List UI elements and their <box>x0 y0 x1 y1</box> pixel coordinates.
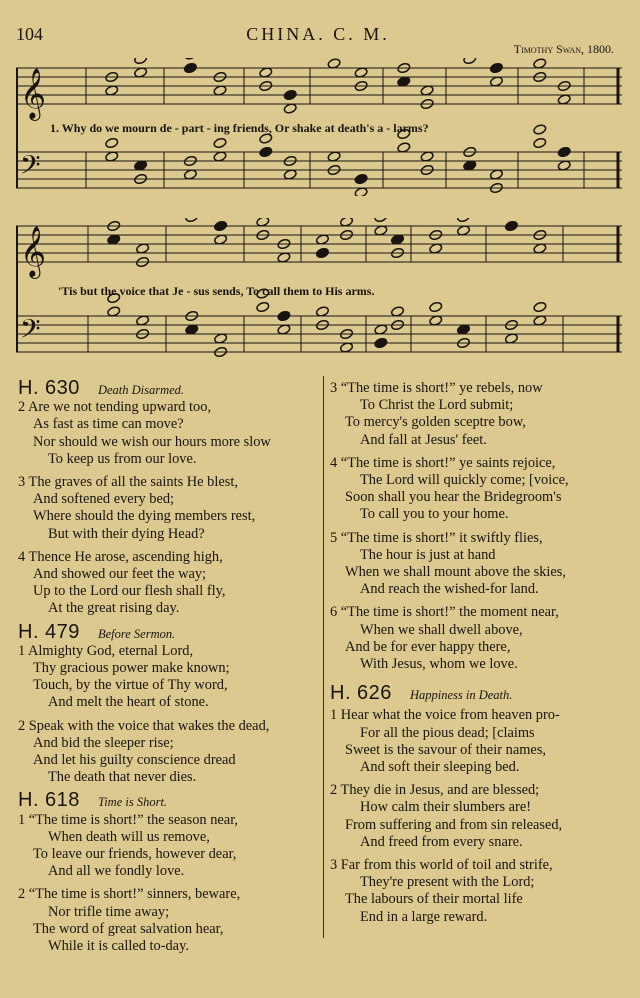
hymn-number: H. 630 <box>18 377 80 399</box>
verse-line: 3 Far from this world of toil and strife, <box>330 857 553 874</box>
note-head <box>185 218 199 223</box>
verse-line: 4 “The time is short!” ye saints rejoice, <box>330 454 556 471</box>
verse-line: And fall at Jesus' feet. <box>360 431 487 448</box>
note-head <box>504 220 518 232</box>
note-head <box>429 301 443 313</box>
note-head <box>259 146 273 158</box>
verse-line: To keep us from our love. <box>48 450 197 467</box>
verse-line: End in a large reward. <box>360 908 488 925</box>
verse-line: 1 Almighty God, eternal Lord, <box>18 642 194 659</box>
note-head <box>183 62 197 74</box>
note-head <box>134 58 148 65</box>
stanza <box>18 886 320 955</box>
treble-clef: 𝄞 <box>20 68 47 119</box>
verse-line: 1 Hear what the voice from heaven pro- <box>330 707 560 724</box>
verse-line: And softened every bed; <box>33 491 175 508</box>
stanza <box>330 782 628 851</box>
verse-line: The death that never dies. <box>48 769 197 786</box>
hymn-618-continued <box>330 380 628 673</box>
bass-clef: 𝄢 <box>20 149 41 187</box>
page-header <box>16 24 620 56</box>
verse-line: To call you to your home. <box>360 506 509 523</box>
verse-line: Nor should we wish our hours more slow <box>33 433 271 450</box>
verse-line: And soft their sleeping bed. <box>360 759 520 776</box>
note-head <box>183 58 197 60</box>
verse-line: 3 “The time is short!” ye rebels, now <box>330 380 543 396</box>
note-head <box>277 310 291 322</box>
hymn-number: H. 618 <box>18 789 80 812</box>
verse-line: But with their dying Head? <box>48 525 205 542</box>
stanza <box>18 718 320 787</box>
note-head <box>557 146 571 158</box>
verse-line: Thy gracious power make known; <box>33 660 230 677</box>
note-head <box>489 62 503 74</box>
note-head <box>105 137 119 149</box>
note-head <box>354 173 368 185</box>
verse-line: When we shall dwell above, <box>360 621 523 638</box>
verse-line: 5 “The time is short!” it swiftly flies, <box>330 529 543 546</box>
verse-line: Where should the dying members rest, <box>33 508 256 525</box>
hymn-number: H. 626 <box>330 682 392 705</box>
lyrics-line-1: 1. Why do we mourn de - part - ing friends, Or shake at death's a - larms? <box>50 121 429 135</box>
note-head <box>456 218 470 223</box>
right-column <box>330 380 628 932</box>
stanza <box>330 455 628 524</box>
verse-line: 3 The graves of all the saints He blest, <box>18 474 238 491</box>
verse-line: 2 “The time is short!” sinners, beware, <box>18 886 241 903</box>
note-head <box>214 220 228 232</box>
verse-line: With Jesus, whom we love. <box>360 656 518 673</box>
verse-line: 2 They die in Jesus, and are blessed; <box>330 782 540 799</box>
note-head <box>463 58 477 65</box>
verse-line: The labours of their mortal life <box>345 891 523 908</box>
hymn-479 <box>18 620 320 787</box>
verse-line: They're present with the Lord; <box>360 874 535 891</box>
verse-line: And bid the sleeper rise; <box>33 734 174 751</box>
note-head <box>315 247 329 259</box>
verse-line: 2 Speak with the voice that wakes the dead, <box>18 717 270 734</box>
verse-line: The hour is just at hand <box>360 546 496 563</box>
column-divider <box>323 376 324 938</box>
note-head <box>374 218 388 223</box>
verse-line: As fast as time can move? <box>33 416 184 433</box>
verse-line: And let his guilty conscience dread <box>33 752 236 769</box>
verse-line: 6 “The time is short!” the moment near, <box>330 604 559 621</box>
stanza <box>18 474 320 543</box>
verse-line: 1 “The time is short!” the season near, <box>18 811 239 828</box>
verse-line: Sweet is the savour of their names, <box>345 741 547 758</box>
stanza <box>330 857 628 926</box>
verse-line: Touch, by the virtue of Thy word, <box>33 677 228 694</box>
note-head <box>533 137 547 149</box>
stanza <box>18 399 320 468</box>
hymn-618 <box>18 789 320 955</box>
verse-line: To Christ the Lord submit; <box>360 397 514 414</box>
note-head <box>256 301 270 313</box>
verse-line: To mercy's golden sceptre bow, <box>345 414 526 431</box>
verse-line: The Lord will quickly come; [voice, <box>360 472 569 489</box>
verse-line: How calm their slumbers are! <box>360 799 532 816</box>
hymn-title: Before Sermon. <box>97 626 176 641</box>
hymn-626 <box>330 682 628 926</box>
note-head <box>533 301 547 313</box>
hymn-number: H. 479 <box>18 620 80 643</box>
verse-line: And all we fondly love. <box>48 863 185 880</box>
composer-credit: Timothy Swan, 1800. <box>513 42 614 56</box>
verse-line: The word of great salvation hear, <box>33 920 224 937</box>
verse-line: And be for ever happy there, <box>345 638 511 655</box>
stanza <box>18 549 320 618</box>
stanza <box>18 812 320 881</box>
stanza <box>330 707 628 776</box>
note-head <box>374 337 388 349</box>
verse-line: 4 Thence He arose, ascending high, <box>18 548 223 565</box>
left-column <box>18 377 320 961</box>
verse-line: And freed from every snare. <box>360 833 523 850</box>
stanza <box>18 643 320 712</box>
note-head <box>213 137 227 149</box>
hymn-630 <box>18 377 320 618</box>
verse-line: At the great rising day. <box>48 600 180 617</box>
verse-line: From suffering and from sin released, <box>345 816 563 833</box>
hymn-title: Death Disarmed. <box>97 383 185 397</box>
stanza <box>330 604 628 673</box>
verse-line: For all the pious dead; [claims <box>360 724 535 741</box>
verse-line: And melt the heart of stone. <box>48 694 209 711</box>
verse-line: And showed our feet the way; <box>33 566 207 583</box>
hymn-title: Happiness in Death. <box>409 688 513 703</box>
treble-clef: 𝄞 <box>20 226 47 277</box>
verse-line: 2 Are we not tending upward too, <box>18 399 212 416</box>
hymn-title: Time is Short. <box>97 795 168 810</box>
stanza <box>330 530 628 599</box>
verse-line: And reach the wished-for land. <box>360 581 539 598</box>
bass-clef: 𝄢 <box>20 313 41 351</box>
note-head <box>283 89 297 101</box>
verse-line: When we shall mount above the skies, <box>345 564 567 581</box>
verse-line: While it is called to-day. <box>48 938 189 955</box>
stanza <box>330 380 628 449</box>
page-number: 104 <box>16 24 43 44</box>
tune-title: CHINA. C. M. <box>246 24 390 44</box>
verse-line: Nor trifle time away; <box>48 903 170 920</box>
verse-line: Up to the Lord our flesh shall fly, <box>33 583 226 600</box>
lyrics-line-2: 'Tis but the voice that Je - sus sends, To call them to His arms. <box>58 284 375 298</box>
verse-line: Soon shall you hear the Bridegroom's <box>345 489 562 506</box>
note-head <box>533 124 547 136</box>
verse-line: When death will us remove, <box>48 828 210 845</box>
verse-line: To leave our friends, however dear, <box>33 846 237 863</box>
